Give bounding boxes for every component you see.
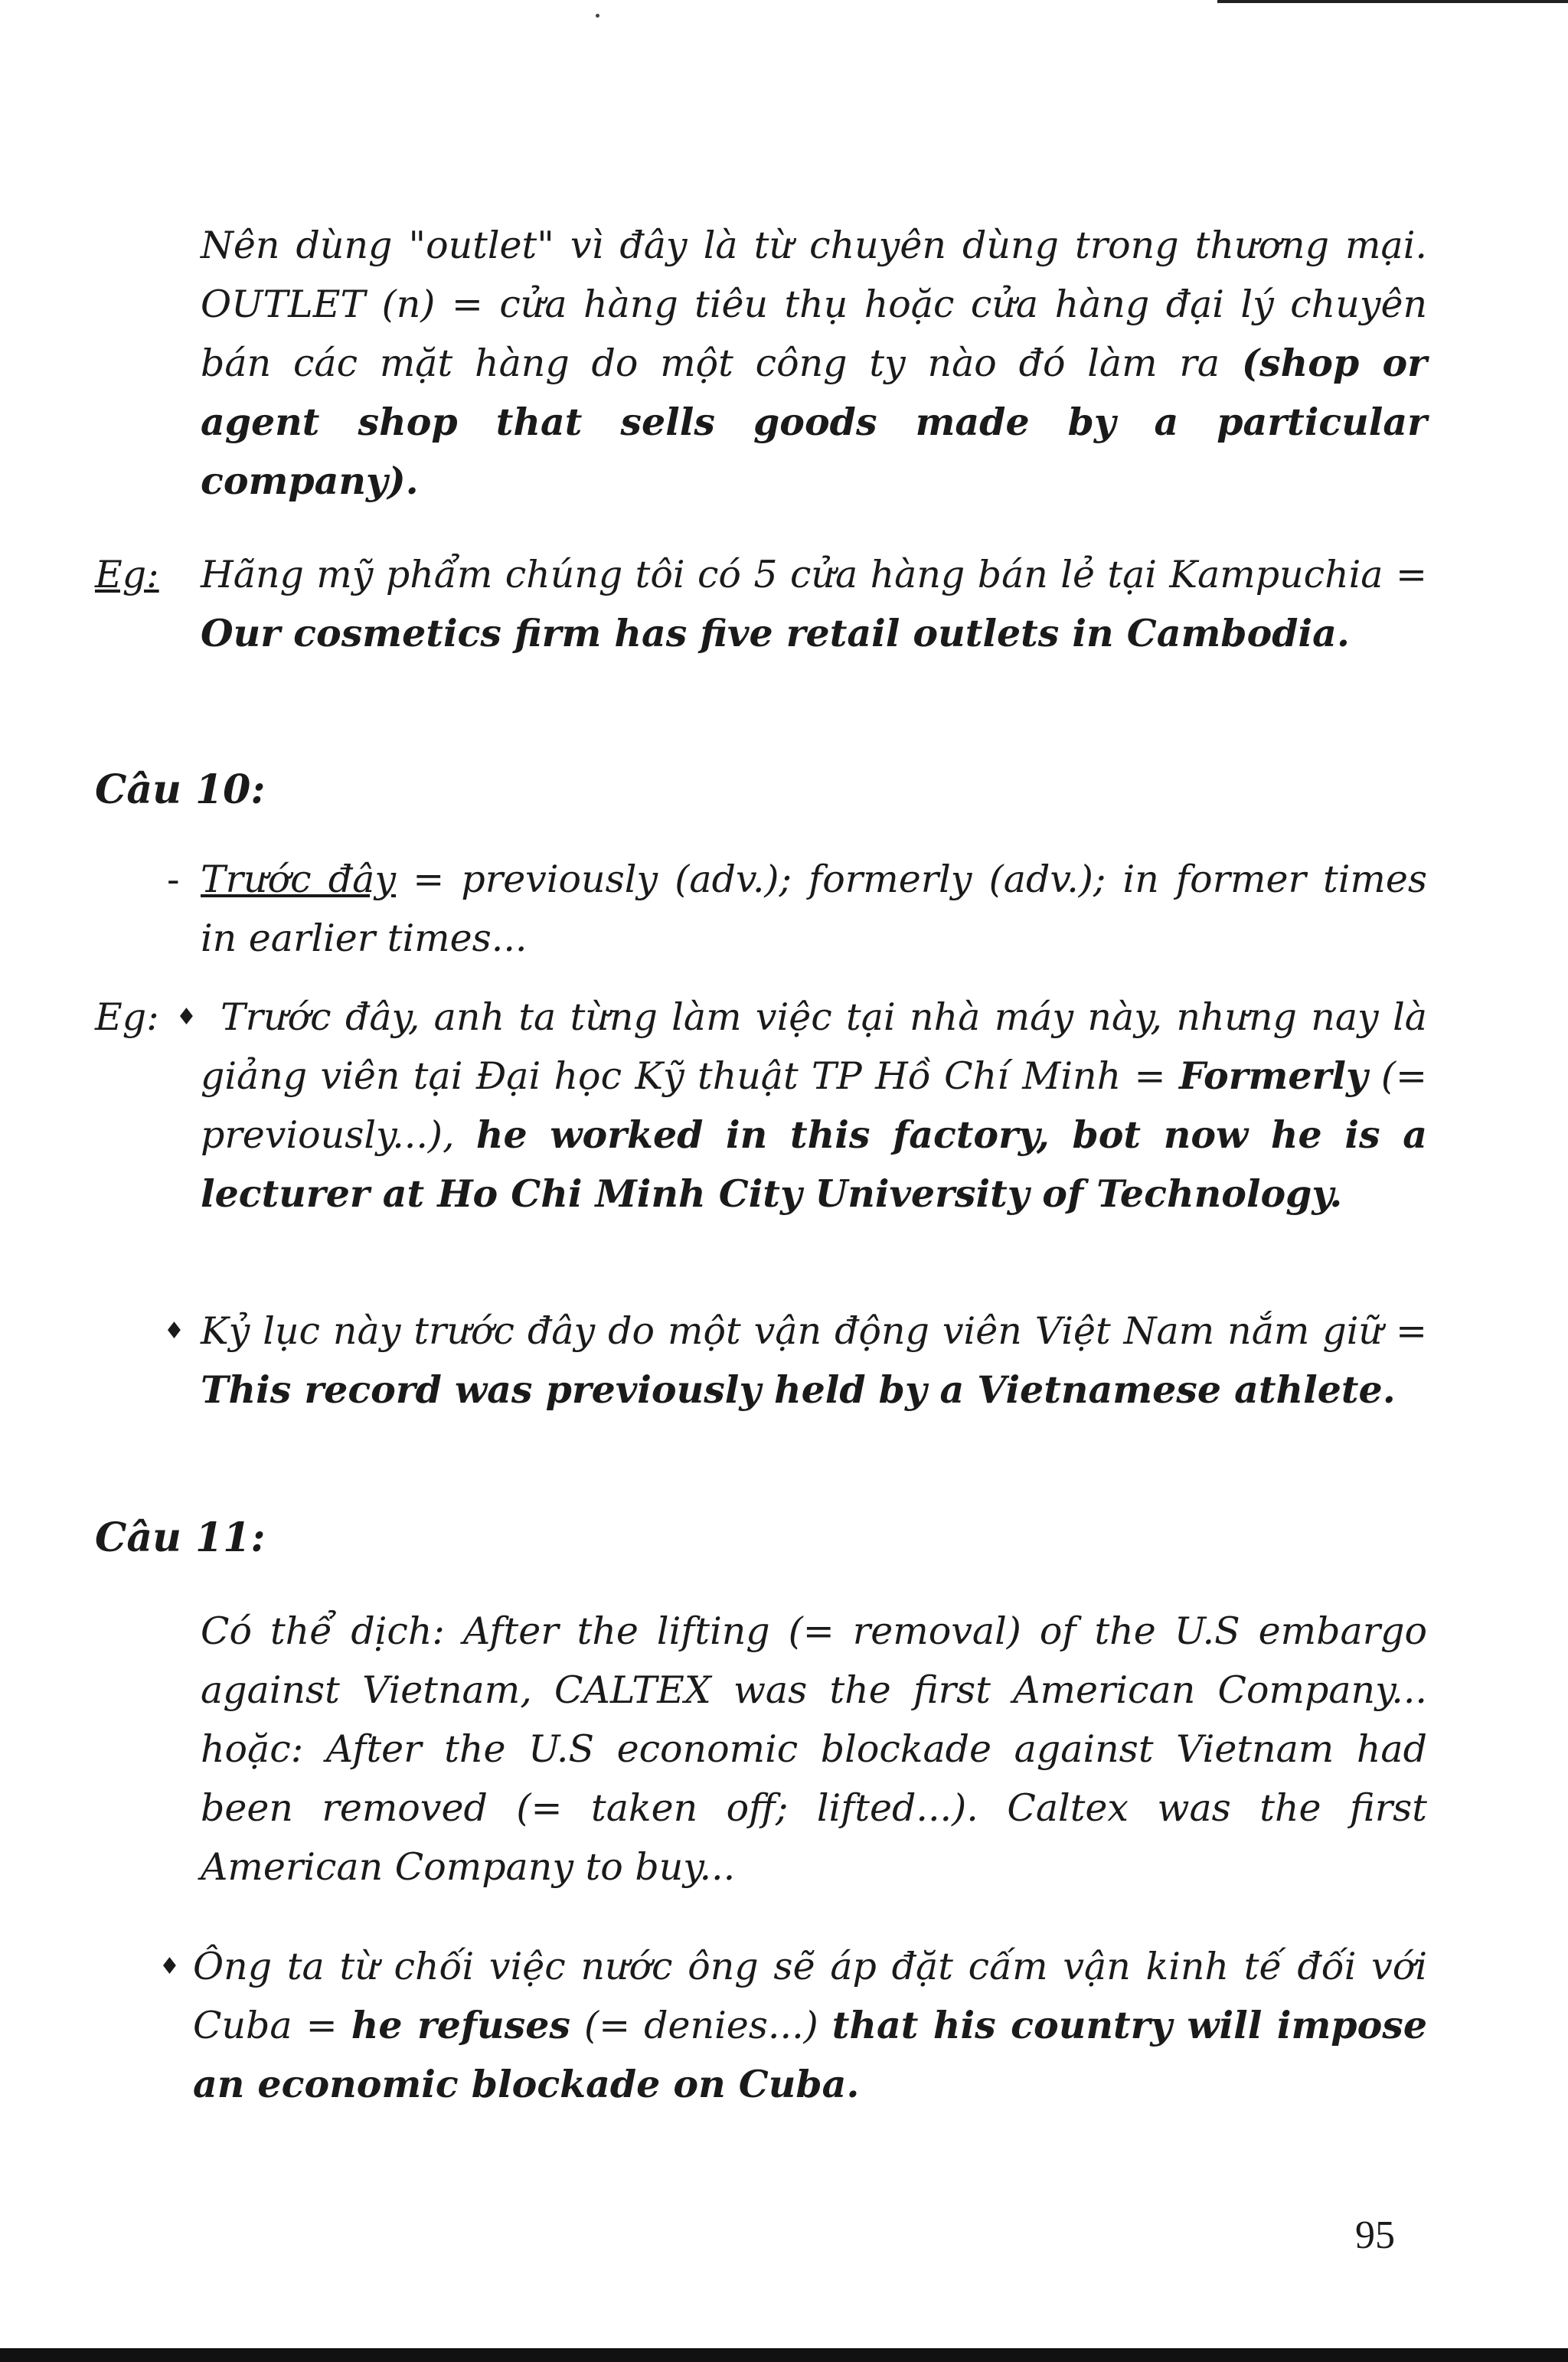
outlet-explanation-vi: Nên dùng "outlet" vì đây là từ chuyên dùng trong thương mại. OUTLET (n) = cửa hàng tiêu thụ hoặc cửa hàng đại lý chuyên bán các mặt hàng do một công ty nào đó làm ra [201, 224, 1427, 385]
example-outlets [201, 545, 1427, 663]
speck [596, 14, 599, 18]
example-record-en: This record was previously held by a Vietnamese athlete. [201, 1367, 1396, 1412]
bullet-icon: ♦ [159, 1953, 180, 1980]
example-record [201, 1302, 1427, 1419]
definition-term: Trước đây [201, 858, 397, 901]
translation-embargo: Có thể dịch: After the lifting (= removal) of the U.S embargo against Vietnam, CALTEX was the first American Company... hoặc: After the U.S economic blockade against Vietnam had been removed (= taken off; lifted...). Caltex was the first American Company to buy... [201, 1609, 1427, 1889]
example-blockade-en-b: that his country will impose an economic blockade on Cuba. [193, 2003, 1428, 2106]
outlet-explanation [201, 216, 1427, 511]
example-blockade-vi: Ông ta từ chối việc nước ông sẽ áp đặt cấm vận kinh tế đối với Cuba = [193, 1945, 1427, 2047]
example-label-2: Eg: [95, 995, 159, 1039]
example-formerly-gloss: (= previously...), [201, 1054, 1428, 1157]
example-blockade-en-a: he refuses [351, 2003, 571, 2047]
example-formerly-en-a: Formerly [1178, 1054, 1368, 1098]
bullet-icon: ♦ [176, 1004, 197, 1031]
question-10-heading: Câu 10: [95, 766, 266, 813]
example-formerly-vi: Trước đây, anh ta từng làm việc tại nhà máy này, nhưng nay là giảng viên tại Đại học Kỹ thuật TP Hồ Chí Minh = [201, 995, 1427, 1098]
example-blockade-gloss: (= denies...) [584, 2004, 818, 2047]
example-formerly-en-b: he worked in this factory, bot now he is a lecturer at Ho Chi Minh City University of Technology. [201, 1112, 1427, 1216]
definition-dash: - [167, 858, 180, 901]
example-record-vi: Kỷ lục này trước đây do một vận động viên Việt Nam nắm giữ = [201, 1309, 1427, 1353]
bottom-edge-line [0, 2348, 1568, 2362]
outlet-explanation-en: (shop or agent shop that sells goods made by a particular company). [201, 341, 1428, 503]
example-outlets-vi: Hãng mỹ phẩm chúng tôi có 5 cửa hàng bán lẻ tại Kampuchia = [201, 553, 1427, 596]
page-number: 95 [1355, 2213, 1395, 2257]
definition-previously [201, 850, 1427, 968]
example-outlets-en: Our cosmetics firm has five retail outlets in Cambodia. [201, 611, 1350, 655]
definition-text: = previously (adv.); formerly (adv.); in former times in earlier times... [201, 858, 1427, 960]
example-label: Eg: [95, 553, 159, 596]
example-blockade [193, 1937, 1427, 2114]
top-edge-line [1217, 0, 1568, 3]
example-formerly [201, 988, 1427, 1223]
question-11-heading: Câu 11: [95, 1514, 266, 1561]
bullet-icon: ♦ [164, 1318, 185, 1344]
